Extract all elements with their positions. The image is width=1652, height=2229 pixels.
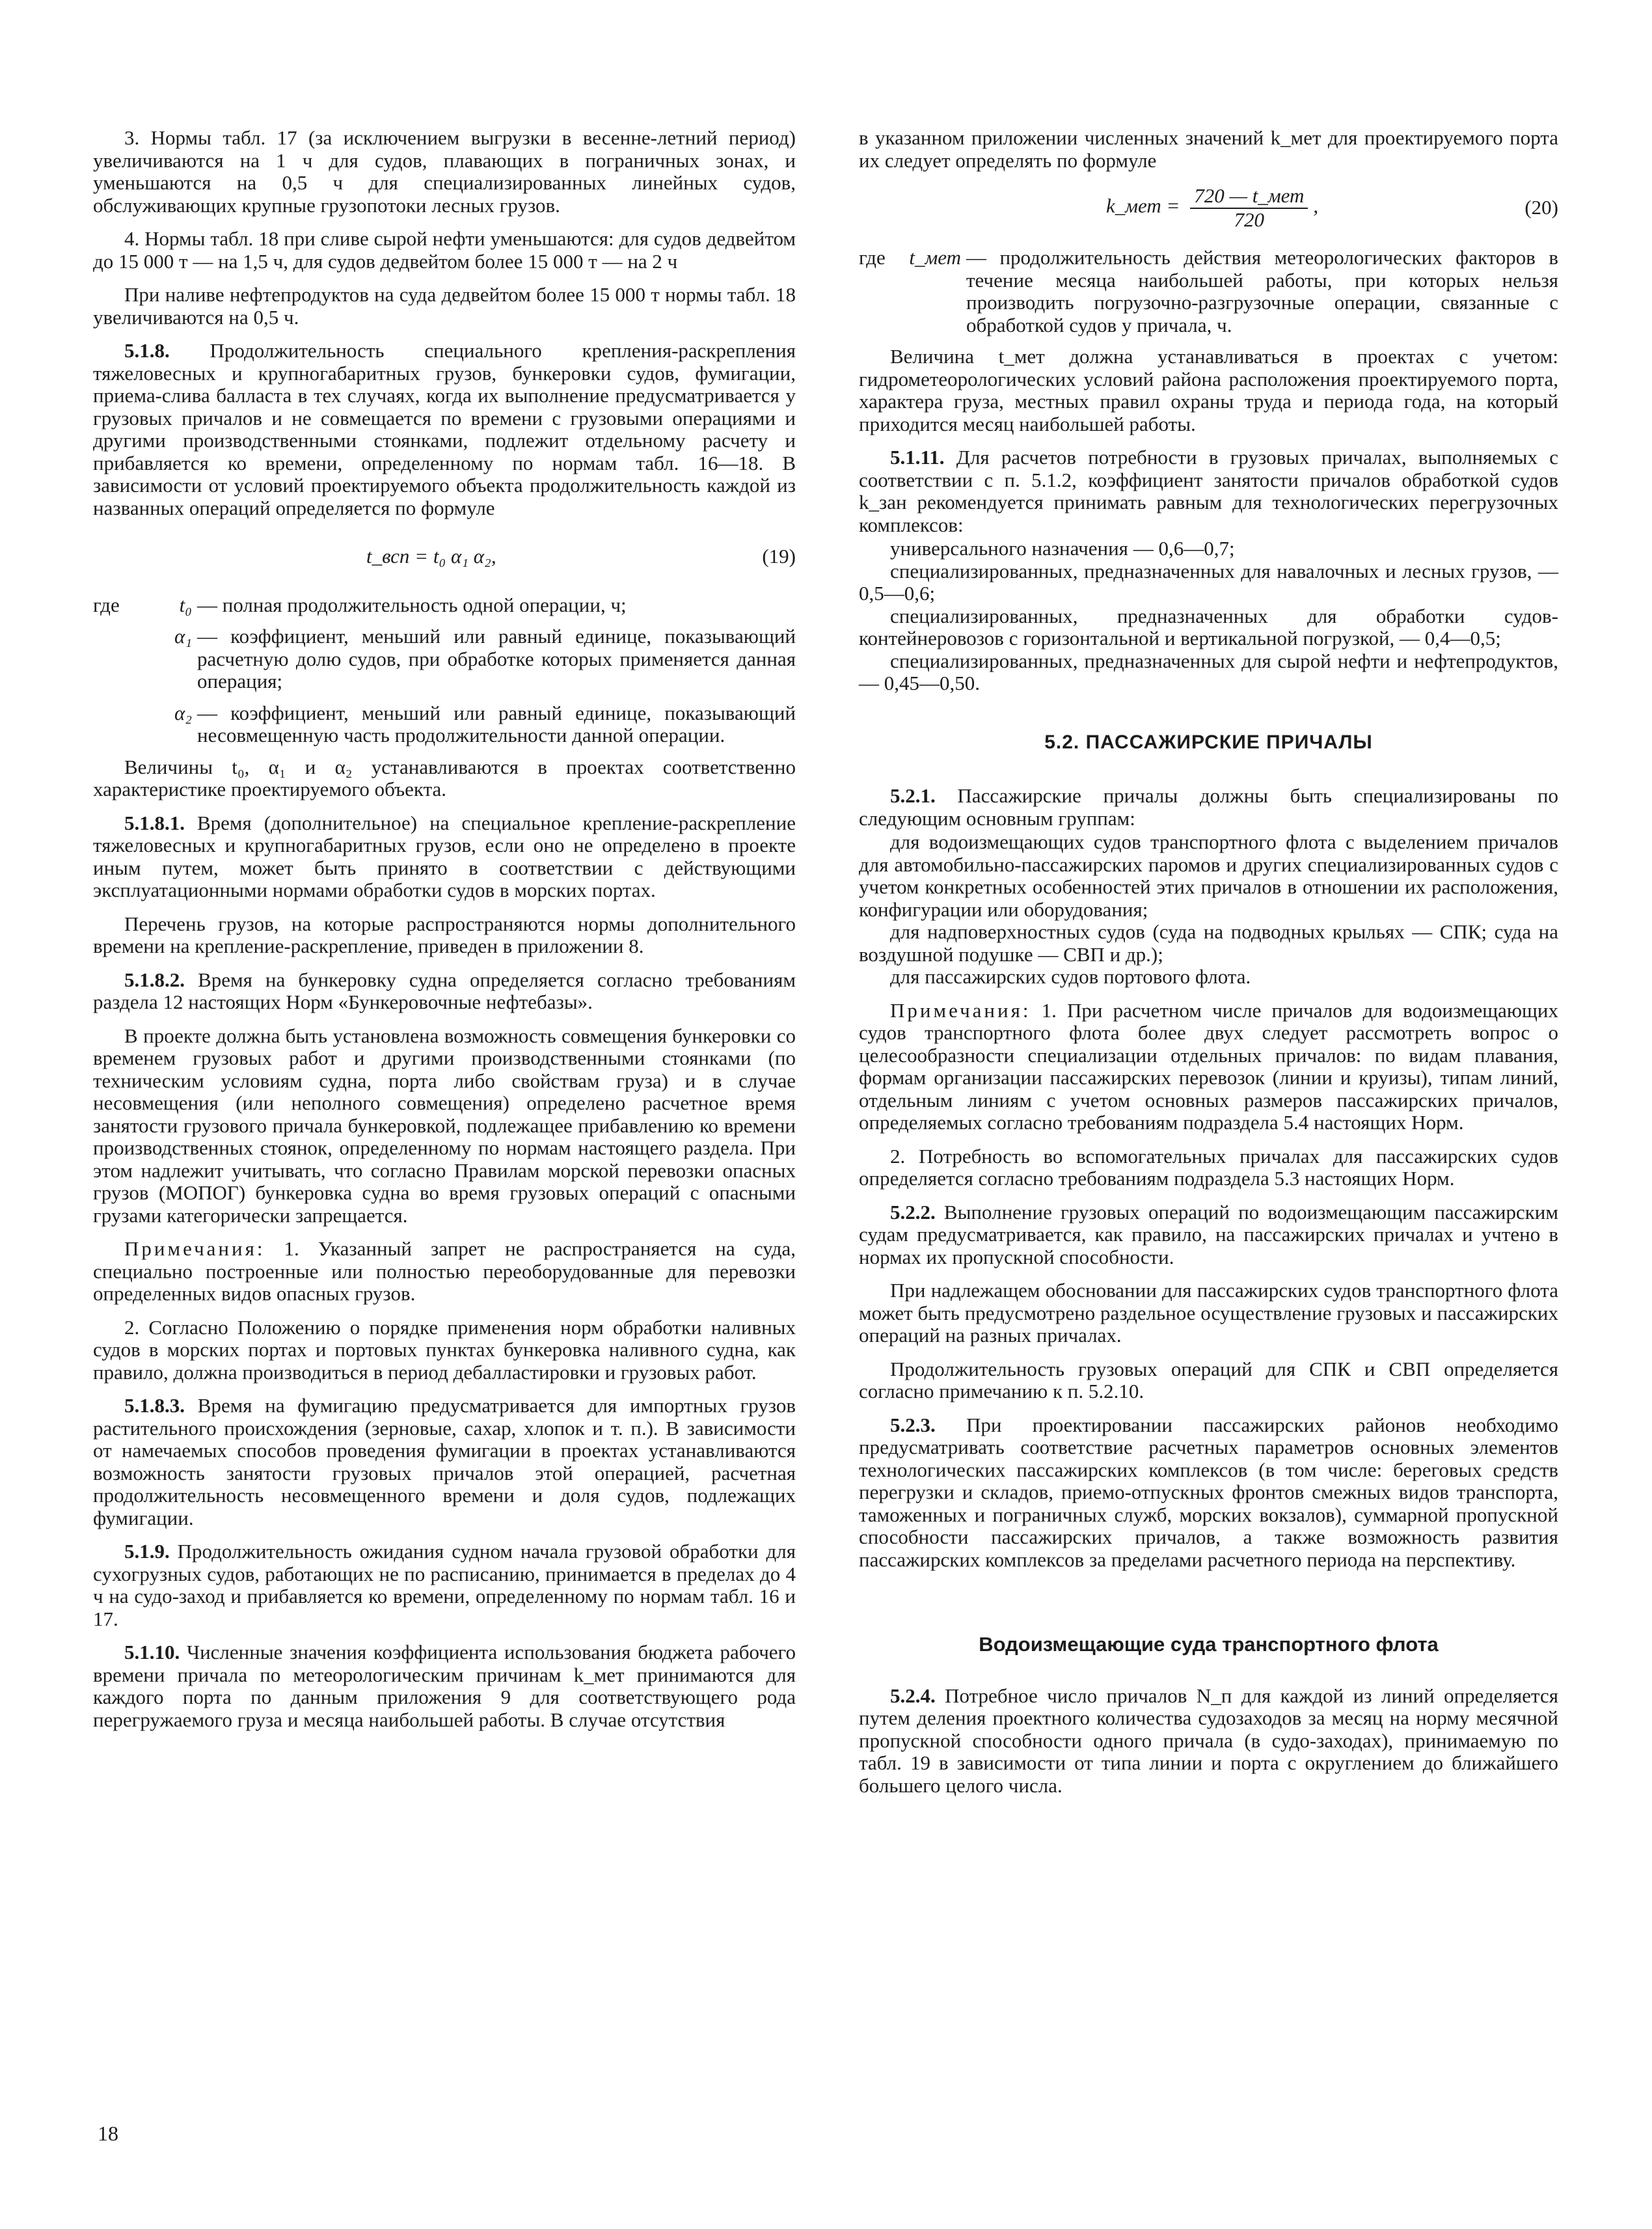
where-word: где <box>859 246 886 269</box>
note-text: 1. При расчетном числе причалов для водоизмещающих судов транспортного флота более двух следует рассмотреть вопрос о целесообразности специализации отдельных причалов: по видам плавания, формам организации пассажирских перевозок (линии и круизы), типам линий, отдельным линиям с учетом основных размеров пассажирских причалов, определяемых согласно требованиям подраздела 5.4 настоящих Норм. <box>859 998 1559 1134</box>
where-word: где <box>93 593 120 616</box>
clause-number: 5.1.10. <box>124 1641 180 1663</box>
paragraph <box>93 340 796 519</box>
paragraph-text: Пассажирские причалы должны быть специализированы по следующим основным группам: <box>859 784 1559 830</box>
paragraph <box>93 1540 796 1630</box>
clause-number: 5.1.8. <box>124 339 170 362</box>
formula-expression: t_всп = t₀ α₁ α₂, <box>366 545 496 568</box>
formula-19 <box>93 545 796 568</box>
list-item: универсального назначения — 0,6—0,7; <box>890 537 1235 560</box>
fraction-numerator: 720 — t_мет <box>1190 185 1308 209</box>
symbol-definition: — продолжительность действия метеорологических факторов в течение месяца наибольшей работы, при которых нельзя производить погрузочно-разгрузочные операции, связанные с обработкой судов у причала, ч. <box>966 246 1558 336</box>
clause-number: 5.2.2. <box>890 1200 936 1224</box>
paragraph <box>93 1395 796 1529</box>
formula-20 <box>859 185 1558 231</box>
paragraph-text: Потребное число причалов N_п для каждой из линий определяется путем деления проектного количества судозаходов за месяц на норму месячной пропускной способности одного причала (в судо-заходах), принимаемую по табл. 19 в зависимости от типа линии и порта с округлением до ближайшего большего целого числа. <box>859 1684 1558 1797</box>
formula-number: (20) <box>1524 196 1558 219</box>
symbol: t₀ <box>179 593 192 616</box>
paragraph: 4. Нормы табл. 18 при сливе сырой нефти уменьшаются: для судов дедвейтом до 15 000 т — на 1,5 ч, для судов дедвейтом более 15 000 т — на 2 ч <box>93 227 796 273</box>
clause-number: 5.1.8.1. <box>124 811 185 834</box>
clause-number: 5.1.8.3. <box>124 1394 185 1417</box>
fraction <box>1190 185 1308 231</box>
paragraph <box>859 446 1558 536</box>
paragraph: Величина t_мет должна устанавливаться в проектах с учетом: гидрометеорологических условий района расположения проектируемого порта, характера груза, местных правил охраны труда и периода года, на который приходится месяц наибольшей работы. <box>859 345 1558 435</box>
formula-lhs: k_мет = <box>1106 194 1180 217</box>
symbol-definition: — коэффициент, меньший или равный единице, показывающий несовмещенную часть продолжительности данной операции. <box>197 701 796 746</box>
paragraph-text: Для расчетов потребности в грузовых причалах, выполняемых с соответствии с п. 5.1.2, коэффициент занятости причалов обработкой судов k_зан рекомендуется принимать равным для технологических перегрузочных комплексов: <box>859 446 1558 536</box>
clause-number: 5.1.11. <box>890 446 945 469</box>
paragraph: Величины t₀, α₁ и α₂ устанавливаются в проектах соответственно характеристике проектируемого объекта. <box>93 755 796 800</box>
clause-number: 5.1.9. <box>124 1540 170 1563</box>
right-column <box>859 127 1558 1808</box>
paragraph-text: Выполнение грузовых операций по водоизмещающим пассажирским судам предусматривается, как правило, на пассажирских причалах и учтено в нормах их пропускной способности. <box>859 1200 1559 1268</box>
paragraph <box>859 1201 1558 1269</box>
paragraph: При надлежащем обосновании для пассажирских судов транспортного флота может быть предусмотрено раздельное осуществление грузовых и пассажирских операций на разных причалах. <box>859 1279 1558 1347</box>
list-item: специализированных, предназначенных для сырой нефти и нефтепродуктов, — 0,45—0,50. <box>859 649 1558 694</box>
note-text: 1. Указанный запрет не распространяется на суда, специально построенные или полностью переоборудованные для перевозки определенных видов опасных грузов. <box>93 1237 796 1305</box>
subsection-heading: Водоизмещающие суда транспортного флота <box>979 1633 1439 1656</box>
note-label: Примечания: <box>124 1237 265 1260</box>
symbol-definition: — полная продолжительность одной операции, ч; <box>197 593 627 616</box>
where-block <box>859 247 1558 336</box>
symbol: α₂ <box>174 701 192 724</box>
paragraph: в указанном приложении численных значений k_мет для проектируемого порта их следует определять по формуле <box>859 126 1558 172</box>
list-item: для пассажирских судов портового флота. <box>890 965 1251 988</box>
paragraph: Перечень грузов, на которые распространяются нормы дополнительного времени на крепление-раскрепление, приведен в приложении 8. <box>93 912 796 957</box>
section-heading: 5.2. ПАССАЖИРСКИЕ ПРИЧАЛЫ <box>1044 731 1373 753</box>
list-item: для водоизмещающих судов транспортного флота с выделением причалов для автомобильно-пассажирских паромов и других специализированных судов с учетом конкретных особенностей этих причалов в отношении их расположения, конфигурации или оборудования; <box>859 830 1558 921</box>
paragraph-text: Время (дополнительное) на специальное крепление-раскрепление тяжеловесных и крупногабаритных грузов, если оно не определено в проекте иным путем, может быть принято в соответствии с действующими эксплуатационными нормами обработки судов в морских портах. <box>93 811 796 901</box>
paragraph-text: Численные значения коэффициента использования бюджета рабочего времени причала по метеорологическим причинам k_мет принимаются для каждого порта по данным приложения 9 для соответствующего рода перегружаемого груза и месяца наибольшей работы. В случае отсутствия <box>93 1641 796 1731</box>
where-block <box>93 594 796 747</box>
paragraph-text: При проектировании пассажирских районов необходимо предусматривать соответствие расчетных параметров основных элементов технологических пассажирских комплексов (в том числе: береговых средств перегрузки и складов, приемо-отпускных фронтов смежных видов транспорта, таможенных и пограничных служб, морских вокзалов), суммарной пропускной способности пассажирских причалов, а также возможность развития пассажирских комплексов за пределами расчетного периода на перспективу. <box>859 1413 1558 1571</box>
formula-expression <box>1106 185 1318 231</box>
note: 2. Согласно Положению о порядке применения норм обработки наливных судов в морских портах и портовых пунктах бункеровка наливного судна, как правило, должна производиться в период дебалластировки и грузовых работ. <box>93 1315 796 1384</box>
note-label: Примечания: <box>890 998 1031 1022</box>
fraction-denominator: 720 <box>1234 208 1265 231</box>
clause-number: 5.2.1. <box>890 784 936 807</box>
symbol: α₁ <box>174 625 192 648</box>
paragraph: При наливе нефтепродуктов на суда дедвейтом более 15 000 т нормы табл. 18 увеличиваются на 0,5 ч. <box>93 283 796 329</box>
paragraph: В проекте должна быть установлена возможность совмещения бункеровки со временем грузовых работ и другими производственными стоянками (по техническим условиям судна, порта либо свойствам груза) и в случае несовмещения (или неполного совмещения) определено расчетное время занятости грузового причала бункеровкой, подлежащее прибавлению ко времени производственных стоянок, определенному по нормам настоящего раздела. При этом надлежит учитывать, что согласно Правилам морской перевозки опасных грузов (МОПОГ) бункеровка судна во время грузовых операций с опасными грузами категорически запрещается. <box>93 1024 796 1227</box>
note <box>859 1000 1558 1134</box>
formula-comma: , <box>1313 194 1319 217</box>
list-item: специализированных, предназначенных для навалочных и лесных грузов, — 0,5—0,6; <box>859 559 1558 605</box>
paragraph <box>93 969 796 1014</box>
page-number: 18 <box>98 2122 118 2145</box>
clause-number: 5.2.3. <box>890 1413 936 1436</box>
paragraph: Продолжительность грузовых операций для СПК и СВП определяется согласно примечанию к п. 5.2.10. <box>859 1357 1558 1402</box>
paragraph-text: Время на бункеровку судна определяется согласно требованиям раздела 12 настоящих Норм «Бункеровочные нефтебазы». <box>93 968 796 1013</box>
paragraph-text: Продолжительность специального крепления-раскрепления тяжеловесных и крупногабаритных грузов, бункеровки судов, фумигации, приема-слива балласта в тех случаях, когда их выполнение предусматривается у грузовых причалов и не совмещается по времени с грузовыми операциями и другими производственными стоянками, подлежит отдельному расчету и прибавляется ко времени, определенному по нормам табл. 16—18. В зависимости от условий проектируемого объекта продолжительность каждой из названных операций определяется по формуле <box>93 339 796 519</box>
clause-number: 5.1.8.2. <box>124 968 185 991</box>
paragraph <box>93 1641 796 1731</box>
paragraph <box>859 785 1558 830</box>
note: 2. Потребность во вспомогательных причалах для пассажирских судов определяется согласно требованиям подраздела 5.3 настоящих Норм. <box>859 1144 1558 1190</box>
paragraph <box>859 1685 1558 1798</box>
left-column <box>93 127 796 1742</box>
symbol-definition: — коэффициент, меньший или равный единице, показывающий расчетную долю судов, при обработке которых применяется данная операция; <box>197 625 796 692</box>
paragraph-text: Время на фумигацию предусматривается для импортных грузов растительного происхождения (зерновые, сахар, хлопок и т. п.). В зависимости от намечаемых способов проведения фумигации в проектах устанавливаются возможность занятости грузовых причалов этой операцией, расчетная продолжительность несовмещенного времени и доля судов, подлежащих фумигации. <box>93 1394 796 1529</box>
symbol: t_мет <box>909 246 961 269</box>
paragraph: 3. Нормы табл. 17 (за исключением выгрузки в весенне-летний период) увеличиваются на 1 ч для судов, плавающих в пограничных зонах, и уменьшаются на 0,5 ч для специализированных линейных судов, обслуживающих крупные грузопотоки лесных грузов. <box>93 126 796 217</box>
note <box>93 1238 796 1306</box>
clause-number: 5.2.4. <box>890 1684 936 1707</box>
paragraph <box>859 1414 1558 1572</box>
paragraph-text: Продолжительность ожидания судном начала грузовой обработки для сухогрузных судов, работающих не по расписанию, принимается в пределах до 4 ч на судо-заход и прибавляется ко времени, определенному по нормам табл. 16 и 17. <box>93 1540 796 1630</box>
paragraph <box>93 812 796 902</box>
list-item: для надповерхностных судов (суда на подводных крыльях — СПК; суда на воздушной подушке — СВП и др.); <box>859 920 1558 966</box>
list-item: специализированных, предназначенных для обработки судов-контейнеровозов с горизонтальной и вертикальной погрузкой, — 0,4—0,5; <box>859 604 1558 650</box>
formula-number: (19) <box>762 545 796 568</box>
